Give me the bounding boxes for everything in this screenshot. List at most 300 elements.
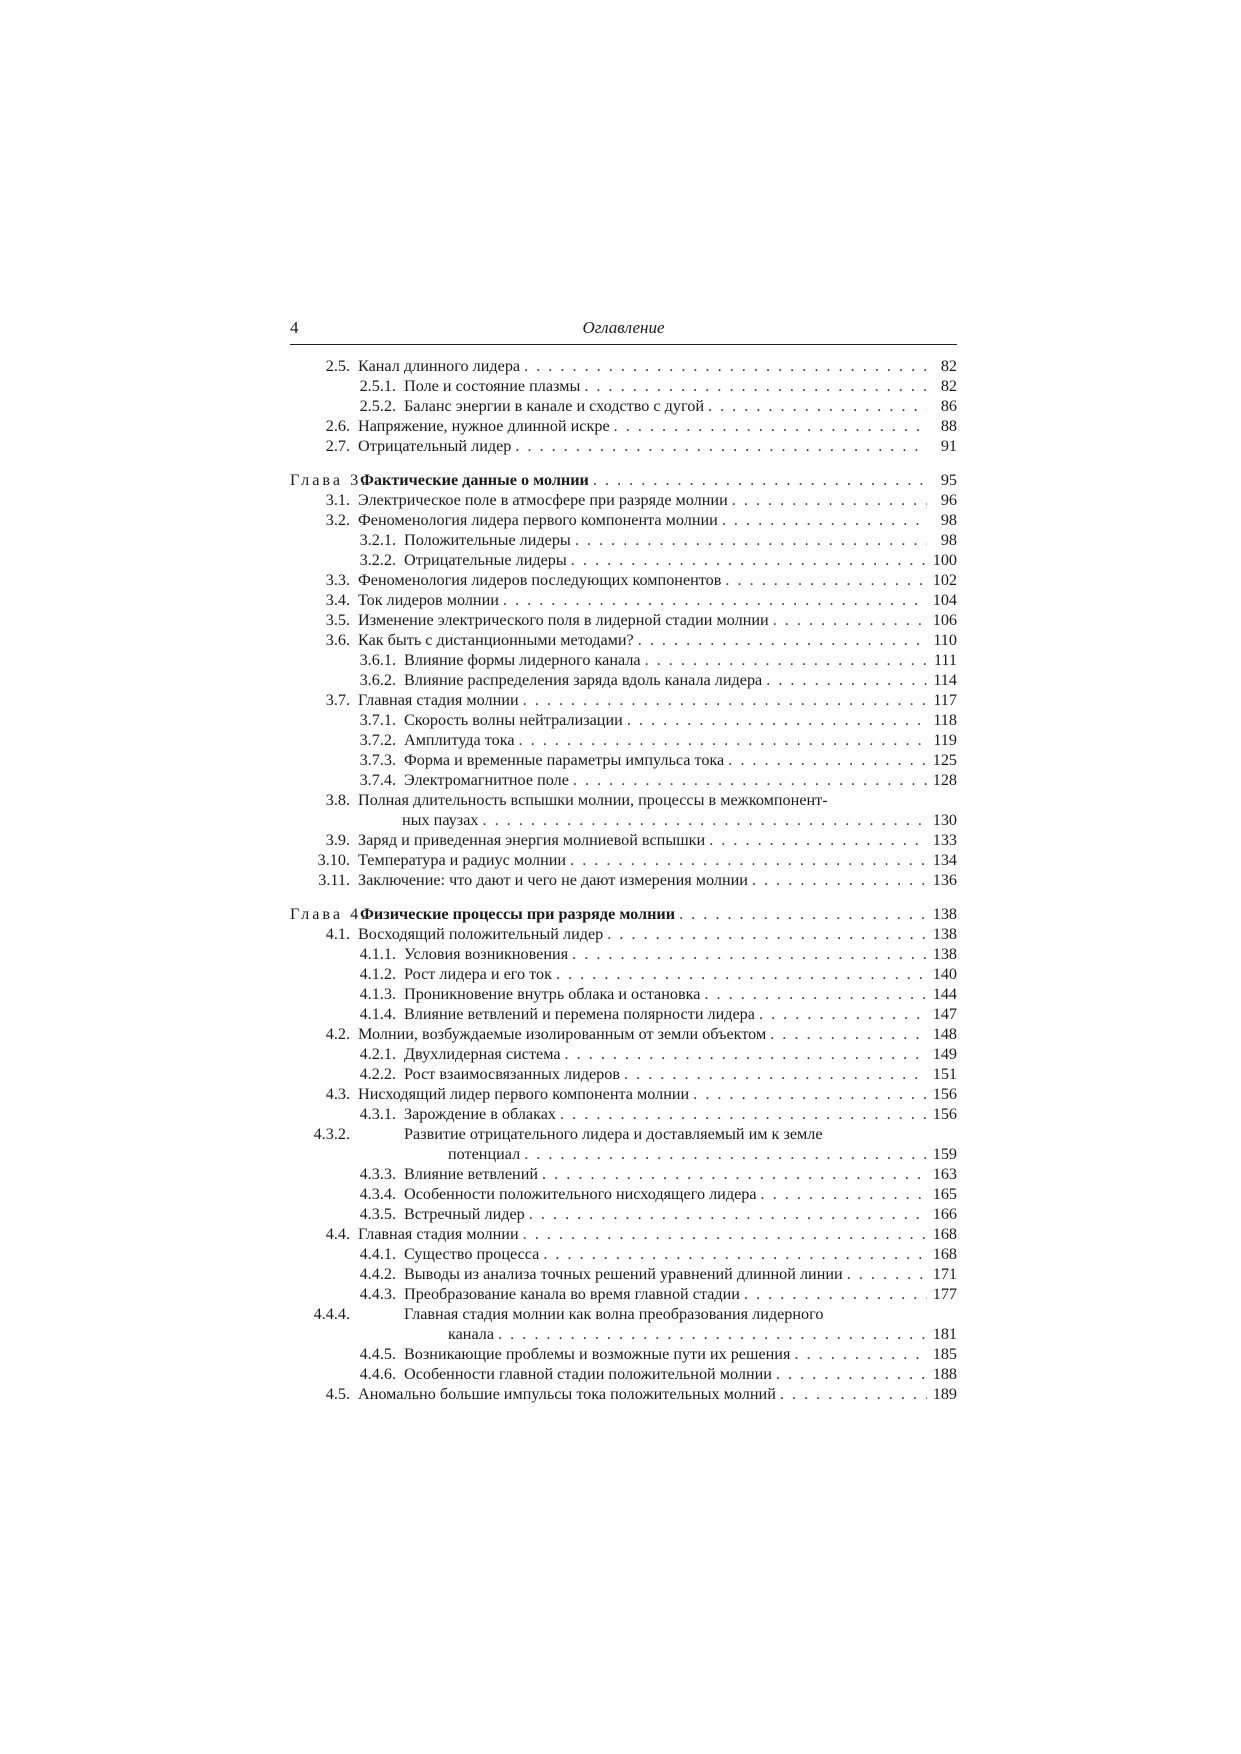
toc-entry-body [402,810,957,830]
toc-entry-title: Аномально большие импульсы тока положительных молний [358,1385,776,1403]
toc-leader-dots [565,1044,927,1064]
toc-entry-title: Полная длительность вспышки молнии, процессы в межкомпонент- [358,791,828,809]
toc-entry[interactable] [290,1084,957,1104]
toc-entry[interactable] [290,630,957,650]
toc-entry-title: Рост лидера и его ток [404,965,552,983]
toc-page [290,318,957,1404]
toc-entry-number: 4.2.1. [359,1045,396,1063]
toc-leader-dots [584,376,927,396]
toc-entry-title: Влияние ветвлений и перемена полярности лидера [404,1005,755,1023]
toc-entry-body [358,630,957,650]
toc-entry[interactable] [290,436,957,456]
toc-entry-body [358,510,957,530]
toc-page-number: 166 [932,1205,957,1223]
toc-entry[interactable] [290,830,957,850]
toc-entry-body [404,1284,957,1304]
toc-page-number: 185 [932,1345,957,1363]
toc-entry-body [404,396,957,416]
toc-entry-title: потенциал [448,1145,521,1163]
toc-page-number: 177 [932,1285,957,1303]
toc-entry-title: Изменение электрического поля в лидерной стадии молнии [358,611,769,629]
toc-entry-number: 3.1. [325,491,350,509]
toc-entry-body [358,1384,957,1404]
toc-entry-title: Главная стадия молнии [358,691,519,709]
toc-page-number: 138 [932,905,957,923]
toc-entry-number: 2.5. [325,357,350,375]
toc-leader-dots [728,750,927,770]
toc-entry-body [404,984,957,1004]
toc-entry-body [358,870,957,890]
toc-entry-number: 4.1.4. [359,1005,396,1023]
toc-page-number: 110 [933,631,957,649]
toc-entry-title: Главная стадия молнии [358,1225,519,1243]
toc-entry-body [404,1044,957,1064]
toc-entry[interactable] [290,670,957,690]
toc-page-number: 159 [932,1145,957,1163]
toc-entry[interactable] [290,356,957,376]
toc-entry-title: Восходящий положительный лидер [358,925,604,943]
toc-entry-number: 4.1. [325,925,350,943]
toc-page-number: 168 [932,1245,957,1263]
toc-entry-number: 4.3.2. [313,1125,350,1143]
toc-entry-title: ных паузах [402,811,479,829]
toc-chapter-entry[interactable] [290,904,957,924]
toc-entry-number: 3.8. [325,791,350,809]
toc-entry-title: Проникновение внутрь облака и остановка [404,985,701,1003]
toc-entry-title: Отрицательные лидеры [404,551,567,569]
toc-entry-title: Особенности положительного нисходящего лидера [404,1185,757,1203]
toc-entry-body [404,964,957,984]
toc-entry-body [358,1224,957,1244]
toc-entry-title: Заряд и приведенная энергия молниевой вспышки [358,831,706,849]
toc-entry[interactable] [290,1184,957,1204]
toc-leader-dots [543,1244,927,1264]
toc-entry-title: Особенности главной стадии положительной молнии [404,1365,772,1383]
toc-entry-body [404,1204,957,1224]
toc-leader-dots [794,1344,927,1364]
toc-leader-dots [722,510,927,530]
toc-entry-body [358,570,957,590]
toc-entry[interactable] [290,690,957,710]
toc-entry[interactable] [290,1004,957,1024]
toc-page-number: 114 [933,671,957,689]
toc-page-number: 156 [932,1085,957,1103]
toc-entry-body [404,1304,957,1324]
toc-entry-number: 4.1.3. [359,985,396,1003]
toc-entry-number: 4.2.2. [359,1065,396,1083]
toc-entry[interactable] [290,1324,957,1344]
toc-entry-number: 4.3.1. [359,1105,396,1123]
toc-page-number: 168 [932,1225,957,1243]
toc-entry-title: Положительные лидеры [404,531,571,549]
toc-entry-number: 3.11. [318,871,350,889]
toc-page-number: 128 [932,771,957,789]
toc-entry[interactable] [290,1164,957,1184]
toc-leader-dots [503,590,927,610]
toc-entry-body [404,730,957,750]
toc-entry-body [404,750,957,770]
toc-page-number: 133 [932,831,957,849]
toc-entry[interactable] [290,650,957,670]
toc-entry-number: 4.3.4. [359,1185,396,1203]
toc-entry[interactable] [290,750,957,770]
toc-page-number: 95 [940,471,957,489]
toc-entry[interactable] [290,1124,957,1144]
toc-entry-number: 4.3.5. [359,1205,396,1223]
toc-leader-dots [645,650,927,670]
toc-leader-dots [770,1024,927,1044]
toc-entry-title: Влияние формы лидерного канала [404,651,641,669]
toc-page-number: 86 [940,397,957,415]
toc-entry-number: 4.4.4. [313,1305,350,1323]
page-number: 4 [290,318,299,337]
toc-entry-body [404,530,957,550]
toc-entry[interactable] [290,924,957,944]
toc-entry[interactable] [290,550,957,570]
toc-leader-dots [693,1084,927,1104]
toc-entry-body [404,710,957,730]
toc-page-number: 171 [932,1265,957,1283]
toc-entry[interactable] [290,770,957,790]
toc-page-number: 163 [932,1165,957,1183]
toc-entry-number: 3.2. [325,511,350,529]
toc-leader-dots [593,470,927,490]
toc-entry[interactable] [290,850,957,870]
toc-entry-title: Двухлидерная система [404,1045,561,1063]
toc-leader-dots [570,850,927,870]
toc-entry-title: Температура и радиус молнии [358,851,567,869]
toc-leader-dots [759,1004,927,1024]
toc-entry-number: 3.6. [325,631,350,649]
toc-page-number: 106 [932,611,957,629]
toc-leader-dots [482,810,927,830]
toc-leader-dots [542,1164,927,1184]
toc-entry-number: 3.4. [325,591,350,609]
toc-page-number: 100 [932,551,957,569]
toc-entry-title: Феноменология лидеров последующих компонентов [358,571,722,589]
toc-entry-body [404,1264,957,1284]
toc-entry-title: Нисходящий лидер первого компонента молнии [358,1085,690,1103]
toc-leader-dots [627,710,927,730]
toc-entry-number: 4.3. [325,1085,350,1103]
toc-entry[interactable] [290,570,957,590]
toc-entry-title: Развитие отрицательного лидера и доставляемый им к земле [404,1125,823,1143]
toc-entry-title: Возникающие проблемы и возможные пути их решения [404,1345,791,1363]
toc-leader-dots [524,1144,927,1164]
toc-entry-body [358,830,957,850]
toc-entry-title: Зарождение в облаках [404,1105,557,1123]
toc-leader-dots [560,1104,927,1124]
toc-leader-dots [571,550,927,570]
toc-entry-title: Ток лидеров молнии [358,591,499,609]
toc-leader-dots [679,904,927,924]
toc-page-number: 144 [932,985,957,1003]
toc-entry-number: 4.3.3. [359,1165,396,1183]
toc-entry-body [404,650,957,670]
toc-entry[interactable] [290,610,957,630]
toc-leader-dots [708,396,927,416]
toc-entry-number: 3.2.1. [359,531,396,549]
toc-page-number: 147 [932,1005,957,1023]
toc-entry-title: Рост взаимосвязанных лидеров [404,1065,621,1083]
toc-page-number: 134 [932,851,957,869]
toc-leader-dots [573,770,927,790]
toc-entry-title: Форма и временные параметры импульса тока [404,751,725,769]
toc-page-number: 88 [940,417,957,435]
toc-page-number: 104 [932,591,957,609]
toc-entry-number: 4.4.2. [359,1265,396,1283]
toc-entry-body [448,1144,957,1164]
toc-entry-body [358,690,957,710]
toc-page-number: 82 [940,357,957,375]
toc-entry-number: 4.1.2. [359,965,396,983]
running-header [290,318,957,345]
toc-entry[interactable] [290,490,957,510]
toc-entry[interactable] [290,1064,957,1084]
toc-leader-dots [529,1204,927,1224]
toc-entry[interactable] [290,964,957,984]
toc-leader-dots [524,356,927,376]
toc-page-number: 130 [932,811,957,829]
toc-entry-body [404,770,957,790]
toc-leader-dots [725,570,927,590]
toc-entry-title: Фактические данные о молнии [360,471,589,489]
toc-entry-number: Глава 3. [290,471,369,489]
toc-leader-dots [776,1364,927,1384]
toc-entry-body [404,944,957,964]
toc-entry-title: Условия возникновения [404,945,569,963]
toc-entry-title: Молнии, возбуждаемые изолированным от земли объектом [358,1025,767,1043]
toc-entry-title: Как быть с дистанционными методами? [358,631,634,649]
toc-entry-body [404,1064,957,1084]
toc-page-number: 98 [940,531,957,549]
toc-entry[interactable] [290,1204,957,1224]
toc-leader-dots [761,1184,927,1204]
toc-entry-number: 3.7. [325,691,350,709]
toc-entry-number: 3.6.2. [359,671,396,689]
toc-entry-title: Заключение: что дают и чего не дают измерения молнии [358,871,748,889]
toc-entry-number: 4.4.5. [359,1345,396,1363]
toc-entry-title: Главная стадия молнии как волна преобразования лидерного [404,1305,824,1323]
toc-entry-body [358,1084,957,1104]
toc-entry-title: Преобразование канала во время главной стадии [404,1285,740,1303]
toc-entry-number: 4.4.3. [359,1285,396,1303]
toc-entry-number: 3.2.2. [359,551,396,569]
toc-entry-body [404,1104,957,1124]
toc-entry[interactable] [290,984,957,1004]
toc-page-number: 189 [932,1385,957,1403]
toc-entry[interactable] [290,870,957,890]
toc-entry-number: 2.5.2. [359,397,396,415]
toc-entry-title: Влияние распределения заряда вдоль канала лидера [404,671,763,689]
toc-leader-dots [624,1064,927,1084]
toc-page-number: 119 [933,731,957,749]
toc-entry-number: 3.3. [325,571,350,589]
toc-entry-title: Скорость волны нейтрализации [404,711,623,729]
toc-entry-body [404,1244,957,1264]
toc-entry[interactable] [290,416,957,436]
toc-leader-dots [519,730,928,750]
toc-page-number: 140 [932,965,957,983]
toc-entry-title: Влияние ветвлений [404,1165,539,1183]
toc-entry-title: Напряжение, нужное длинной искре [358,417,610,435]
toc-entry-title: Встречный лидер [404,1205,525,1223]
toc-entry-body [360,470,957,490]
toc-entry[interactable] [290,376,957,396]
toc-entry[interactable] [290,1224,957,1244]
toc-leader-dots [523,690,927,710]
toc-entry-number: 3.10. [317,851,350,869]
toc-entry-number: 4.4.1. [359,1245,396,1263]
toc-page-number: 102 [932,571,957,589]
toc-page-number: 165 [932,1185,957,1203]
toc-entry-title: Амплитуда тока [404,731,515,749]
toc-entry-body [358,790,957,810]
toc-entry[interactable] [290,1344,957,1364]
toc-entry[interactable] [290,810,957,830]
toc-entry-body [358,610,957,630]
toc-entry[interactable] [290,1024,957,1044]
toc-entry-title: Выводы из анализа точных решений уравнений длинной линии [404,1265,843,1283]
toc-entry-body [404,1344,957,1364]
toc-entry-body [404,1364,957,1384]
toc-entry-body [404,1004,957,1024]
toc-entry-number: 3.6.1. [359,651,396,669]
toc-list [290,356,957,1404]
toc-page-number: 138 [932,945,957,963]
toc-leader-dots [709,830,927,850]
toc-entry-number: 4.5. [325,1385,350,1403]
toc-entry-number: 3.7.2. [359,731,396,749]
toc-entry[interactable] [290,1104,957,1124]
toc-entry[interactable] [290,1384,957,1404]
toc-page-number: 148 [932,1025,957,1043]
toc-entry-body [448,1324,957,1344]
toc-entry[interactable] [290,1044,957,1064]
toc-entry-body [404,376,957,396]
toc-entry-number: 2.6. [325,417,350,435]
toc-page-number: 151 [932,1065,957,1083]
toc-leader-dots [847,1264,927,1284]
toc-entry-number: 2.5.1. [359,377,396,395]
toc-entry[interactable] [290,944,957,964]
toc-leader-dots [773,610,927,630]
toc-leader-dots [766,670,927,690]
toc-leader-dots [575,530,927,550]
toc-entry-title: Поле и состояние плазмы [404,377,581,395]
toc-entry-body [404,1164,957,1184]
toc-leader-dots [732,490,927,510]
toc-leader-dots [614,416,927,436]
toc-entry-title: Канал длинного лидера [358,357,521,375]
toc-entry-number: 3.7.3. [359,751,396,769]
toc-leader-dots [780,1384,927,1404]
toc-page-number: 82 [940,377,957,395]
toc-entry-number: Глава 4. [290,905,369,923]
toc-entry-title: Баланс энергии в канале и сходство с дугой [404,397,704,415]
toc-entry-body [404,1124,957,1144]
toc-entry-body [358,924,957,944]
toc-entry-number: 4.1.1. [359,945,396,963]
toc-entry-title: Феноменология лидера первого компонента молнии [358,511,718,529]
toc-page-number: 156 [932,1105,957,1123]
toc-page-number: 125 [932,751,957,769]
toc-entry-title: Электромагнитное поле [404,771,569,789]
toc-leader-dots [556,964,927,984]
toc-page-number: 188 [932,1365,957,1383]
toc-leader-dots [572,944,927,964]
toc-page-number: 181 [932,1325,957,1343]
toc-entry-number: 4.4. [325,1225,350,1243]
toc-chapter-entry[interactable] [290,470,957,490]
toc-leader-dots [638,630,927,650]
toc-page-number: 111 [933,651,957,669]
toc-entry[interactable] [290,530,957,550]
toc-entry-body [358,490,957,510]
running-title: Оглавление [582,318,665,337]
toc-entry-title: Физические процессы при разряде молнии [360,905,676,923]
toc-entry[interactable] [290,1144,957,1164]
toc-entry-number: 4.4.6. [359,1365,396,1383]
toc-leader-dots [744,1284,927,1304]
toc-entry-number: 3.5. [325,611,350,629]
toc-page-number: 149 [932,1045,957,1063]
toc-leader-dots [515,436,927,456]
toc-leader-dots [498,1324,927,1344]
toc-entry[interactable] [290,1364,957,1384]
toc-entry-body [358,436,957,456]
toc-page-number: 118 [933,711,957,729]
toc-entry-number: 3.7.4. [359,771,396,789]
toc-entry-body [358,850,957,870]
toc-entry-body [358,1024,957,1044]
toc-entry-body [404,1184,957,1204]
toc-entry[interactable] [290,510,957,530]
toc-leader-dots [704,984,927,1004]
toc-entry[interactable] [290,710,957,730]
toc-page-number: 96 [940,491,957,509]
toc-entry[interactable] [290,1244,957,1264]
toc-entry[interactable] [290,396,957,416]
toc-entry-number: 2.7. [325,437,350,455]
toc-page-number: 98 [940,511,957,529]
toc-entry-title: Электрическое поле в атмосфере при разряде молнии [358,491,728,509]
toc-entry[interactable] [290,790,957,810]
toc-entry[interactable] [290,590,957,610]
toc-page-number: 136 [932,871,957,889]
toc-entry-number: 3.7.1. [359,711,396,729]
toc-entry-body [404,670,957,690]
toc-entry-number: 3.9. [325,831,350,849]
toc-entry-body [358,590,957,610]
toc-leader-dots [523,1224,927,1244]
toc-page-number: 117 [933,691,957,709]
toc-entry[interactable] [290,1284,957,1304]
toc-entry[interactable] [290,1304,957,1324]
toc-entry-body [358,356,957,376]
toc-entry-title: канала [448,1325,495,1343]
toc-entry[interactable] [290,730,957,750]
toc-entry-title: Отрицательный лидер [358,437,512,455]
toc-entry[interactable] [290,1264,957,1284]
toc-entry-body [360,904,957,924]
toc-leader-dots [752,870,927,890]
toc-page-number: 91 [940,437,957,455]
toc-entry-title: Существо процесса [404,1245,540,1263]
toc-leader-dots [607,924,927,944]
toc-page-number: 138 [932,925,957,943]
toc-entry-body [358,416,957,436]
